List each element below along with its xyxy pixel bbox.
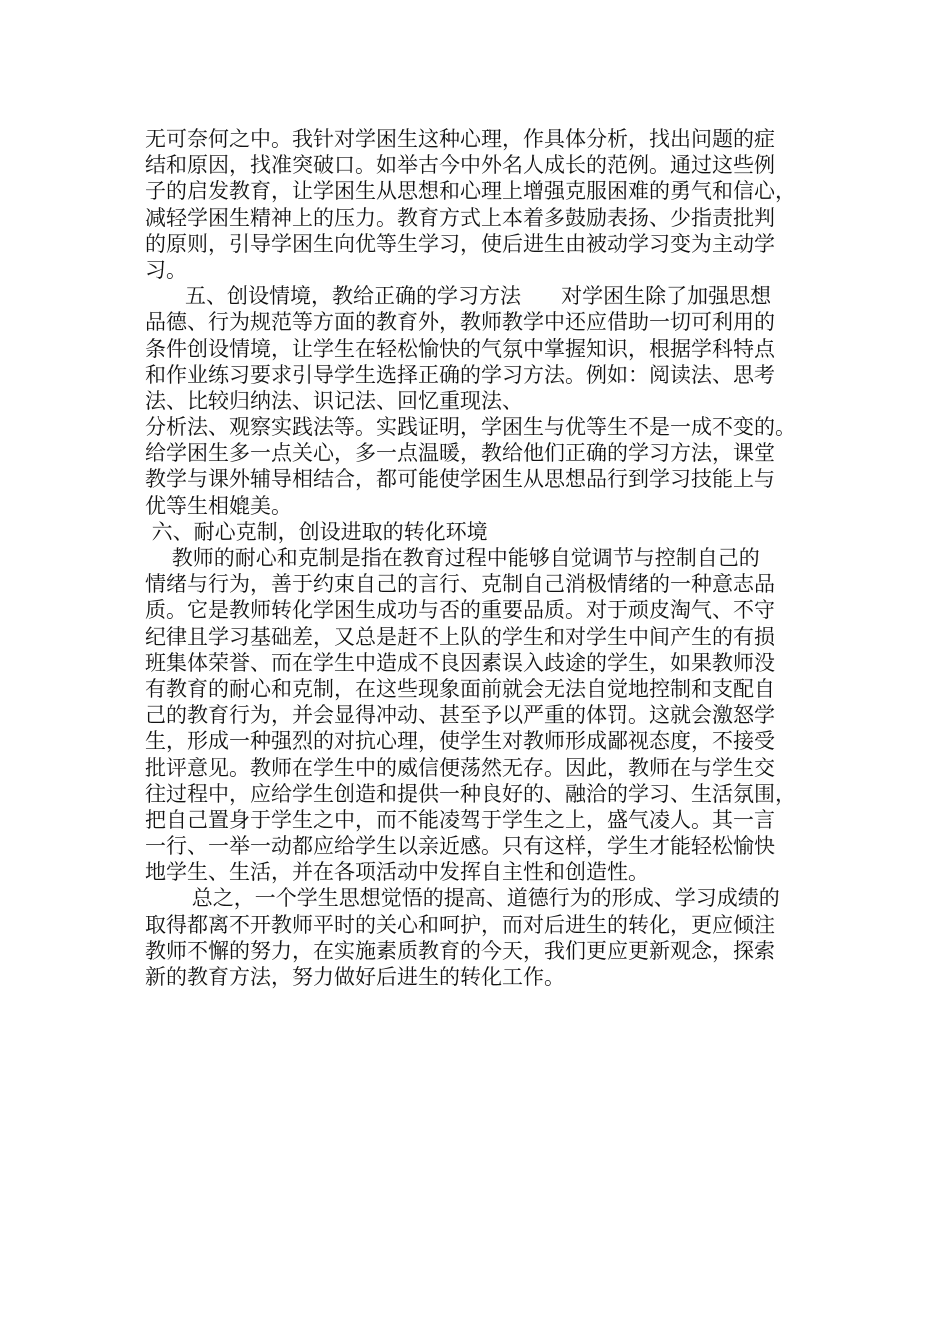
text-line: 往过程中，应给学生创造和提供一种良好的、融洽的学习、生活氛围， [145, 781, 796, 806]
text-line: 教师不懈的努力，在实施素质教育的今天，我们更应更新观念，探索 [145, 938, 775, 963]
text-line: 品德、行为规范等方面的教育外，教师教学中还应借助一切可利用的 [145, 310, 775, 335]
text-line: 班集体荣誉、而在学生中造成不良因素误入歧途的学生，如果教师没 [145, 650, 775, 675]
text-line: 生，形成一种强烈的对抗心理，使学生对教师形成鄙视态度，不接受 [145, 729, 775, 754]
body-text [145, 126, 810, 990]
text-line: 五、创设情境，教给正确的学习方法 对学困生除了加强思想 [145, 284, 772, 309]
text-line: 分析法、观察实践法等。实践证明，学困生与优等生不是一成不变的。 [145, 415, 796, 440]
text-line: 情绪与行为，善于约束自己的言行、克制自己消极情绪的一种意志品 [145, 572, 775, 597]
text-line: 地学生、生活，并在各项活动中发挥自主性和创造性。 [145, 860, 649, 885]
text-line: 减轻学困生精神上的压力。教育方式上本着多鼓励表扬、少指责批判 [145, 205, 775, 230]
text-line: 结和原因，找准突破口。如举古今中外名人成长的范例。通过这些例 [145, 153, 775, 178]
text-line: 无可奈何之中。我针对学困生这种心理，作具体分析，找出问题的症 [145, 127, 775, 151]
text-line: 一行、一举一动都应给学生以亲近感。只有这样，学生才能轻松愉快 [145, 834, 775, 859]
text-line: 新的教育方法，努力做好后进生的转化工作。 [145, 965, 565, 989]
text-line: 优等生相媲美。 [145, 493, 292, 518]
text-line: 条件创设情境，让学生在轻松愉快的气氛中掌握知识，根据学科特点 [145, 336, 775, 361]
text-line: 的原则，引导学困生向优等生学习，使后进生由被动学习变为主动学 [145, 231, 775, 256]
text-line: 法、比较归纳法、识记法、回忆重现法、 [145, 388, 523, 413]
text-line: 取得都离不开教师平时的关心和呵护，而对后进生的转化，更应倾注 [145, 912, 775, 937]
text-line: 质。它是教师转化学困生成功与否的重要品质。对于顽皮淘气、不守 [145, 598, 775, 623]
text-line: 总之，一个学生思想觉悟的提高、道德行为的形成、学习成绩的 [145, 886, 780, 911]
text-line: 有教育的耐心和克制，在这些现象面前就会无法自觉地控制和支配自 [145, 676, 775, 701]
text-line: 纪律且学习基础差，又总是赶不上队的学生和对学生中间产生的有损 [145, 624, 775, 649]
text-line: 批评意见。教师在学生中的威信便荡然无存。因此，教师在与学生交 [145, 755, 775, 780]
text-line: 教师的耐心和克制是指在教育过程中能够自觉调节与控制自己的 [145, 546, 760, 570]
text-line: 六、耐心克制，创设进取的转化环境 [145, 519, 488, 544]
text-line: 和作业练习要求引导学生选择正确的学习方法。例如：阅读法、思考 [145, 362, 775, 387]
text-line: 子的启发教育，让学困生从思想和心理上增强克服困难的勇气和信心， [145, 179, 796, 204]
text-line: 己的教育行为，并会显得冲动、甚至予以严重的体罚。这就会激怒学 [145, 703, 775, 728]
text-line: 给学困生多一点关心，多一点温暖，教给他们正确的学习方法，课堂 [145, 441, 775, 466]
text-line: 教学与课外辅导相结合，都可能使学困生从思想品行到学习技能上与 [145, 467, 775, 492]
text-line: 习。 [145, 257, 187, 282]
text-line: 把自己置身于学生之中，而不能凌驾于学生之上，盛气凌人。其一言 [145, 807, 775, 832]
